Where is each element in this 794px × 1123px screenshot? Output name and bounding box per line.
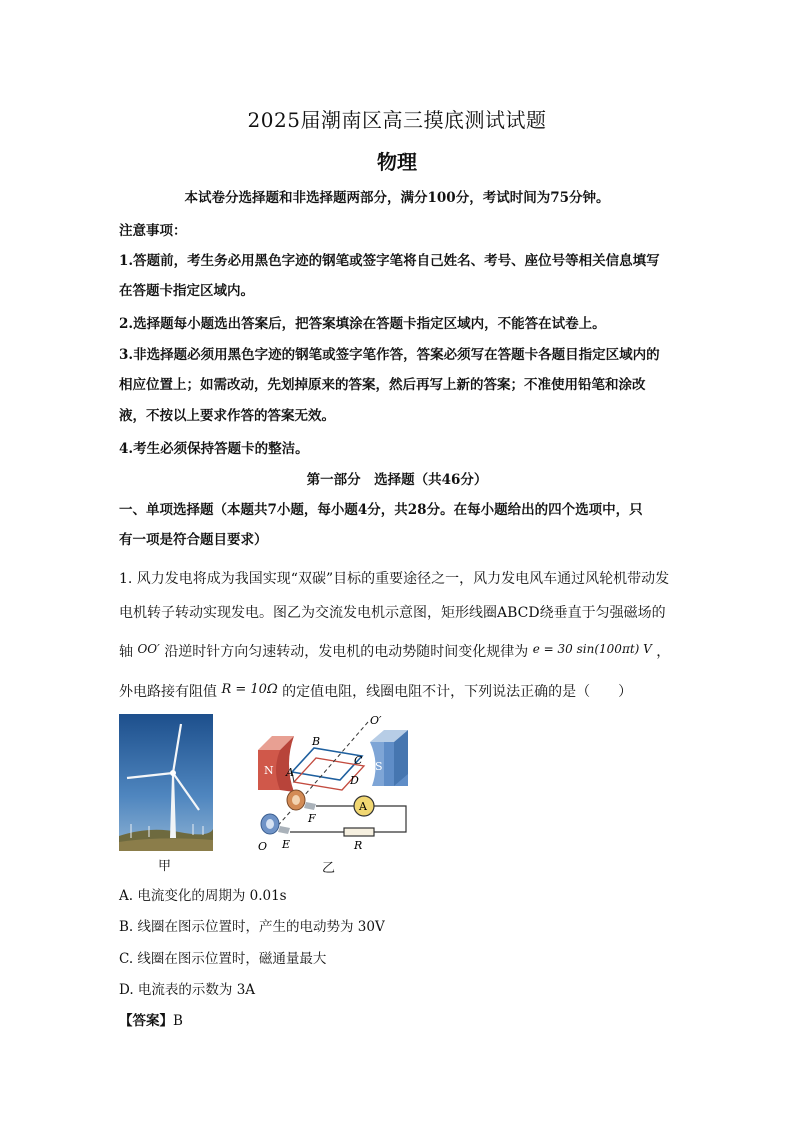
notice-item-3a: 3.非选择题必须用黑色字迹的钢笔或签字笔作答，答案必须写在答题卡各题目指定区域内的 <box>119 347 660 363</box>
option-a: A. 电流变化的周期为 0.01s <box>119 888 287 904</box>
q1-stem-line2: 电机转子转动实现发电。图乙为交流发电机示意图，矩形线圈ABCD绕垂直于匀强磁场的 <box>119 605 666 621</box>
ammeter-label: A <box>359 800 367 813</box>
part-heading-line2: 有一项是符合题目要求） <box>119 532 268 548</box>
s-label: S <box>375 760 383 773</box>
q1-text-3a: 轴 <box>119 644 133 660</box>
o-label: O <box>258 840 268 852</box>
notice-item-3c: 液，不按以上要求作答的答案无效。 <box>119 408 335 424</box>
q1-stem-line4 <box>119 681 632 701</box>
c-label: C <box>354 754 363 767</box>
subject-title: 物理 <box>377 150 417 174</box>
option-d: D. 电流表的示数为 3A <box>119 982 256 998</box>
f-label: F <box>308 812 316 825</box>
r-label: R <box>354 839 363 852</box>
notice-item-1b: 在答题卡指定区域内。 <box>119 283 254 299</box>
axis-symbol: OO′ <box>137 642 160 656</box>
emf-formula: e = 30 sin(100πt) V <box>532 642 652 656</box>
notice-item-3b: 相应位置上；如需改动，先划掉原来的答案，然后再写上新的答案；不准使用铅笔和涂改 <box>119 377 646 393</box>
answer-value: B <box>173 1013 183 1029</box>
exam-intro: 本试卷分选择题和非选择题两部分，满分100分，考试时间为75分钟。 <box>184 190 610 206</box>
notice-item-2: 2.选择题每小题选出答案后，把答案填涂在答题卡指定区域内，不能答在试卷上。 <box>119 316 606 332</box>
notice-item-4: 4.考生必须保持答题卡的整洁。 <box>119 441 309 457</box>
generator-diagram <box>250 712 410 852</box>
page-title: 2025届潮南区高三摸底测试试题 <box>247 108 547 132</box>
q1-text-4b: 的定值电阻，线圈电阻不计，下列说法正确的是（ ） <box>282 684 633 700</box>
e-label: E <box>282 838 291 851</box>
n-label: N <box>264 764 274 777</box>
part-heading-line1: 一、单项选择题（本题共7小题，每小题4分，共28分。在每小题给出的四个选项中，只 <box>119 502 643 518</box>
b-label: B <box>312 735 321 748</box>
figure-b-caption: 乙 <box>322 861 336 876</box>
d-label: D <box>350 774 359 787</box>
o-prime-label: O′ <box>370 714 382 727</box>
q1-text-3b: 沿逆时针方向匀速转动，发电机的电动势随时间变化规律为 <box>164 644 529 660</box>
answer-line <box>119 1009 183 1029</box>
wind-turbine-photo <box>119 714 213 851</box>
q1-stem-line3 <box>119 641 670 661</box>
notice-heading: 注意事项： <box>119 223 187 239</box>
q1-stem-line1: 1. 风力发电将成为我国实现“双碳”目标的重要途径之一，风力发电风车通过风轮机带动发 <box>119 571 670 587</box>
answer-label: 【答案】 <box>119 1013 173 1029</box>
a-label: A <box>286 766 294 779</box>
option-c: C. 线圈在图示位置时，磁通量最大 <box>119 951 327 967</box>
figure-a-caption: 甲 <box>158 859 172 874</box>
notice-item-1a: 1.答题前，考生务必用黑色字迹的钢笔或签字笔将自己姓名、考号、座位号等相关信息填写 <box>119 253 660 269</box>
section-title: 第一部分 选择题（共46分） <box>306 472 488 488</box>
q1-text-3c: ， <box>656 644 671 660</box>
resistance-formula: R = 10Ω <box>221 682 278 697</box>
option-b: B. 线圈在图示位置时，产生的电动势为 30V <box>119 919 385 935</box>
resistor <box>344 828 374 836</box>
q1-text-4a: 外电路接有阻值 <box>119 684 217 700</box>
